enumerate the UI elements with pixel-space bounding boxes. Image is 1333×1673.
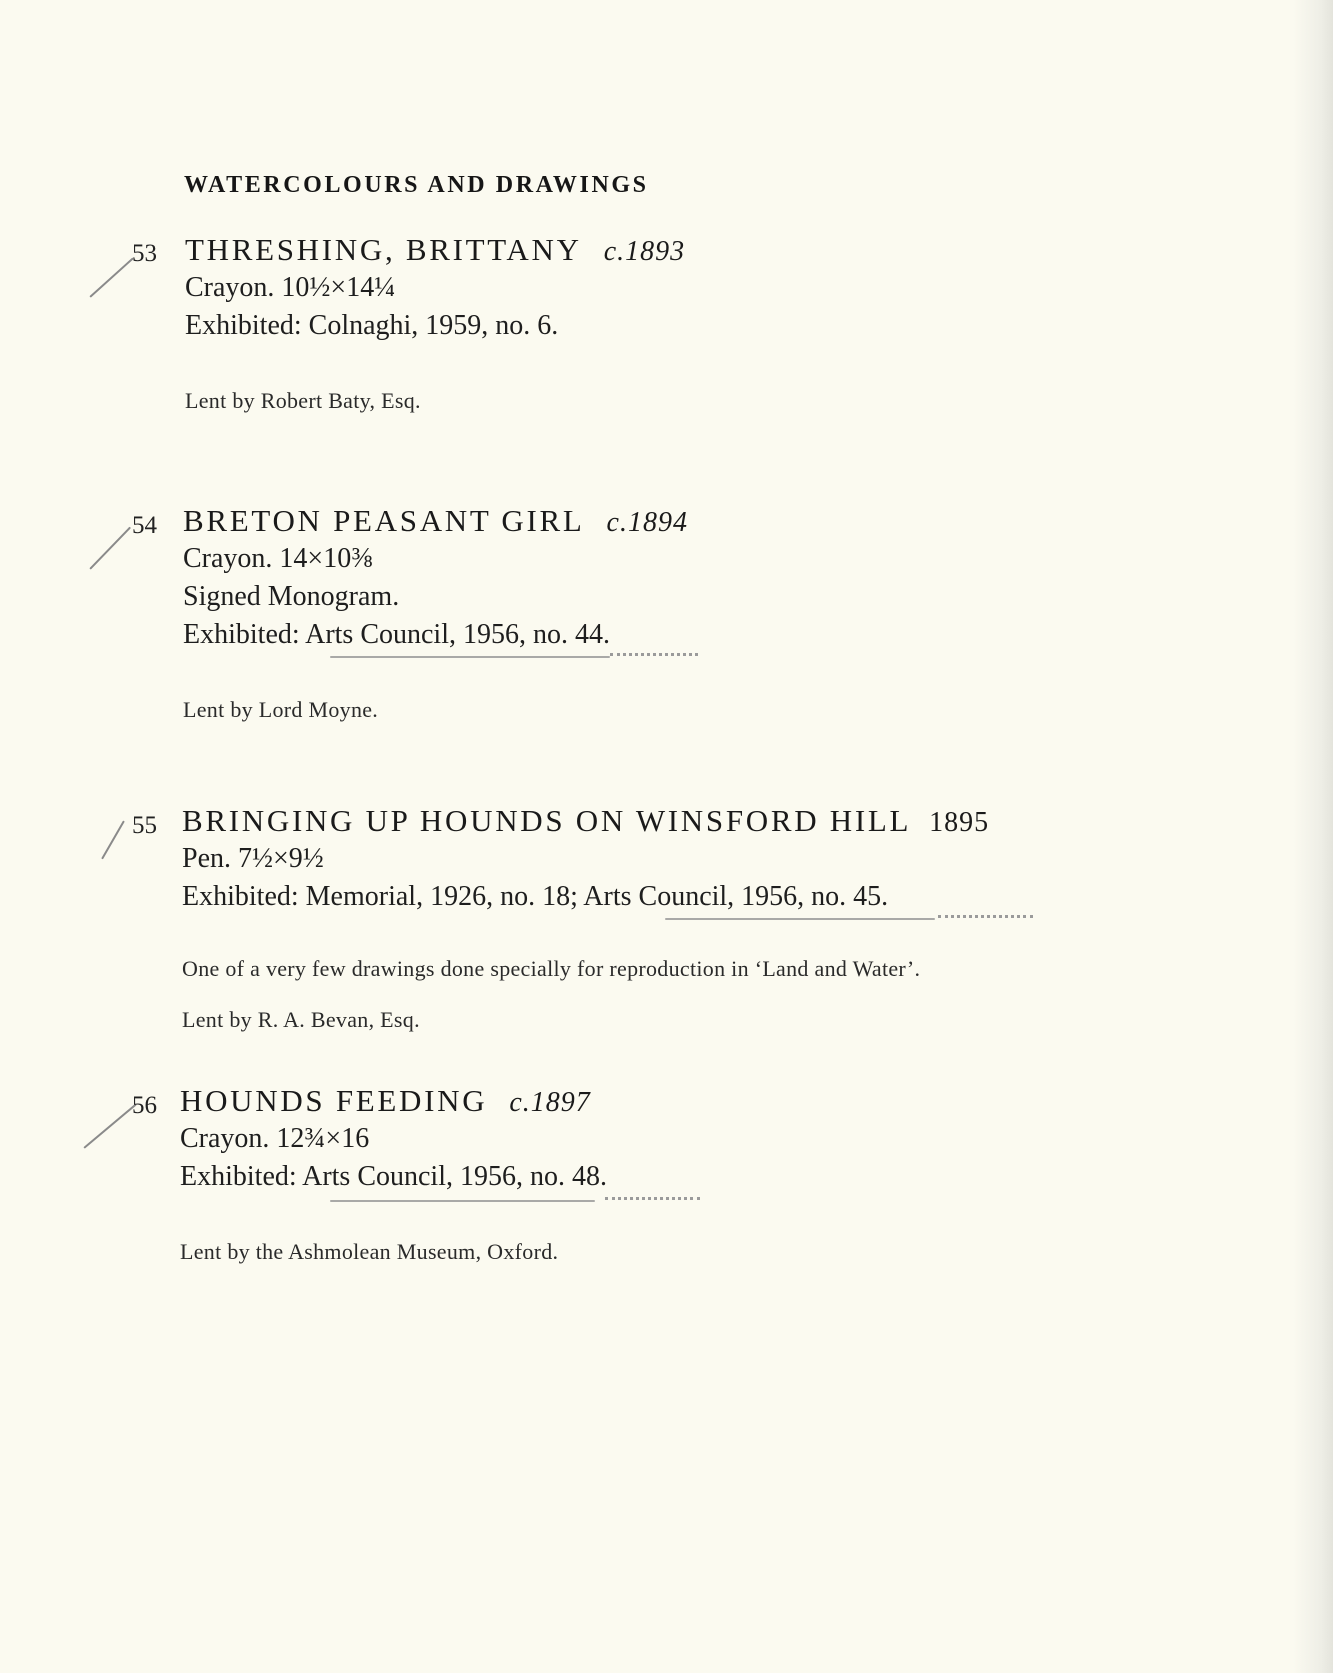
entry-title (185, 232, 685, 268)
entry-exhibited: Exhibited: Memorial, 1926, no. 18; Arts Council, 1956, no. 45. (182, 881, 889, 912)
entry-exhibited: Exhibited: Arts Council, 1956, no. 48. (180, 1161, 607, 1192)
entry-lender: Lent by R. A. Bevan, Esq. (182, 1007, 420, 1032)
entry-title (183, 503, 688, 539)
pencil-tick-mark (89, 527, 131, 570)
entry-title-text: BRETON PEASANT GIRL (183, 503, 585, 538)
section-heading: WATERCOLOURS AND DRAWINGS (184, 172, 649, 198)
pencil-tick-mark (101, 820, 125, 859)
pencil-underline (665, 918, 935, 920)
entry-number: 53 (132, 240, 157, 267)
pencil-tick-mark (89, 257, 133, 297)
pencil-tick-mark (83, 1104, 136, 1149)
entry-lender: Lent by Lord Moyne. (183, 697, 379, 722)
pencil-underline (330, 1200, 595, 1202)
entry-title-text: HOUNDS FEEDING (180, 1083, 488, 1118)
pencil-dotted-underline (610, 653, 698, 656)
entry-number: 54 (132, 512, 157, 539)
entry-title (182, 803, 989, 839)
pencil-underline (330, 656, 610, 658)
entry-date: c.1893 (603, 236, 686, 267)
entry-signed: Signed Monogram. (183, 581, 400, 612)
entry-medium: Crayon. 12¾×16 (180, 1123, 370, 1154)
entry-exhibited: Exhibited: Arts Council, 1956, no. 44. (183, 619, 610, 650)
entry-title-text: BRINGING UP HOUNDS ON WINSFORD HILL (182, 803, 912, 838)
entry-medium: Crayon. 14×10⅜ (183, 543, 373, 574)
page-edge-shadow (1293, 0, 1333, 1673)
pencil-dotted-underline (938, 915, 1033, 918)
entry-date: c.1894 (606, 507, 688, 538)
entry-lender: Lent by Robert Baty, Esq. (185, 388, 421, 413)
entry-note: One of a very few drawings done specially for reproduction in ‘Land and Water’. (182, 956, 921, 981)
entry-date: c.1897 (509, 1087, 591, 1118)
entry-title-text: THRESHING, BRITTANY (185, 232, 582, 267)
entry-date: 1895 (929, 807, 990, 838)
entry-number: 56 (132, 1092, 157, 1119)
pencil-dotted-underline (605, 1197, 700, 1200)
entry-lender: Lent by the Ashmolean Museum, Oxford. (180, 1239, 559, 1264)
entry-medium: Pen. 7½×9½ (182, 843, 324, 874)
entry-medium: Crayon. 10½×14¼ (185, 272, 396, 303)
entry-exhibited: Exhibited: Colnaghi, 1959, no. 6. (185, 310, 559, 341)
entry-number: 55 (132, 812, 157, 839)
entry-title (180, 1083, 591, 1119)
